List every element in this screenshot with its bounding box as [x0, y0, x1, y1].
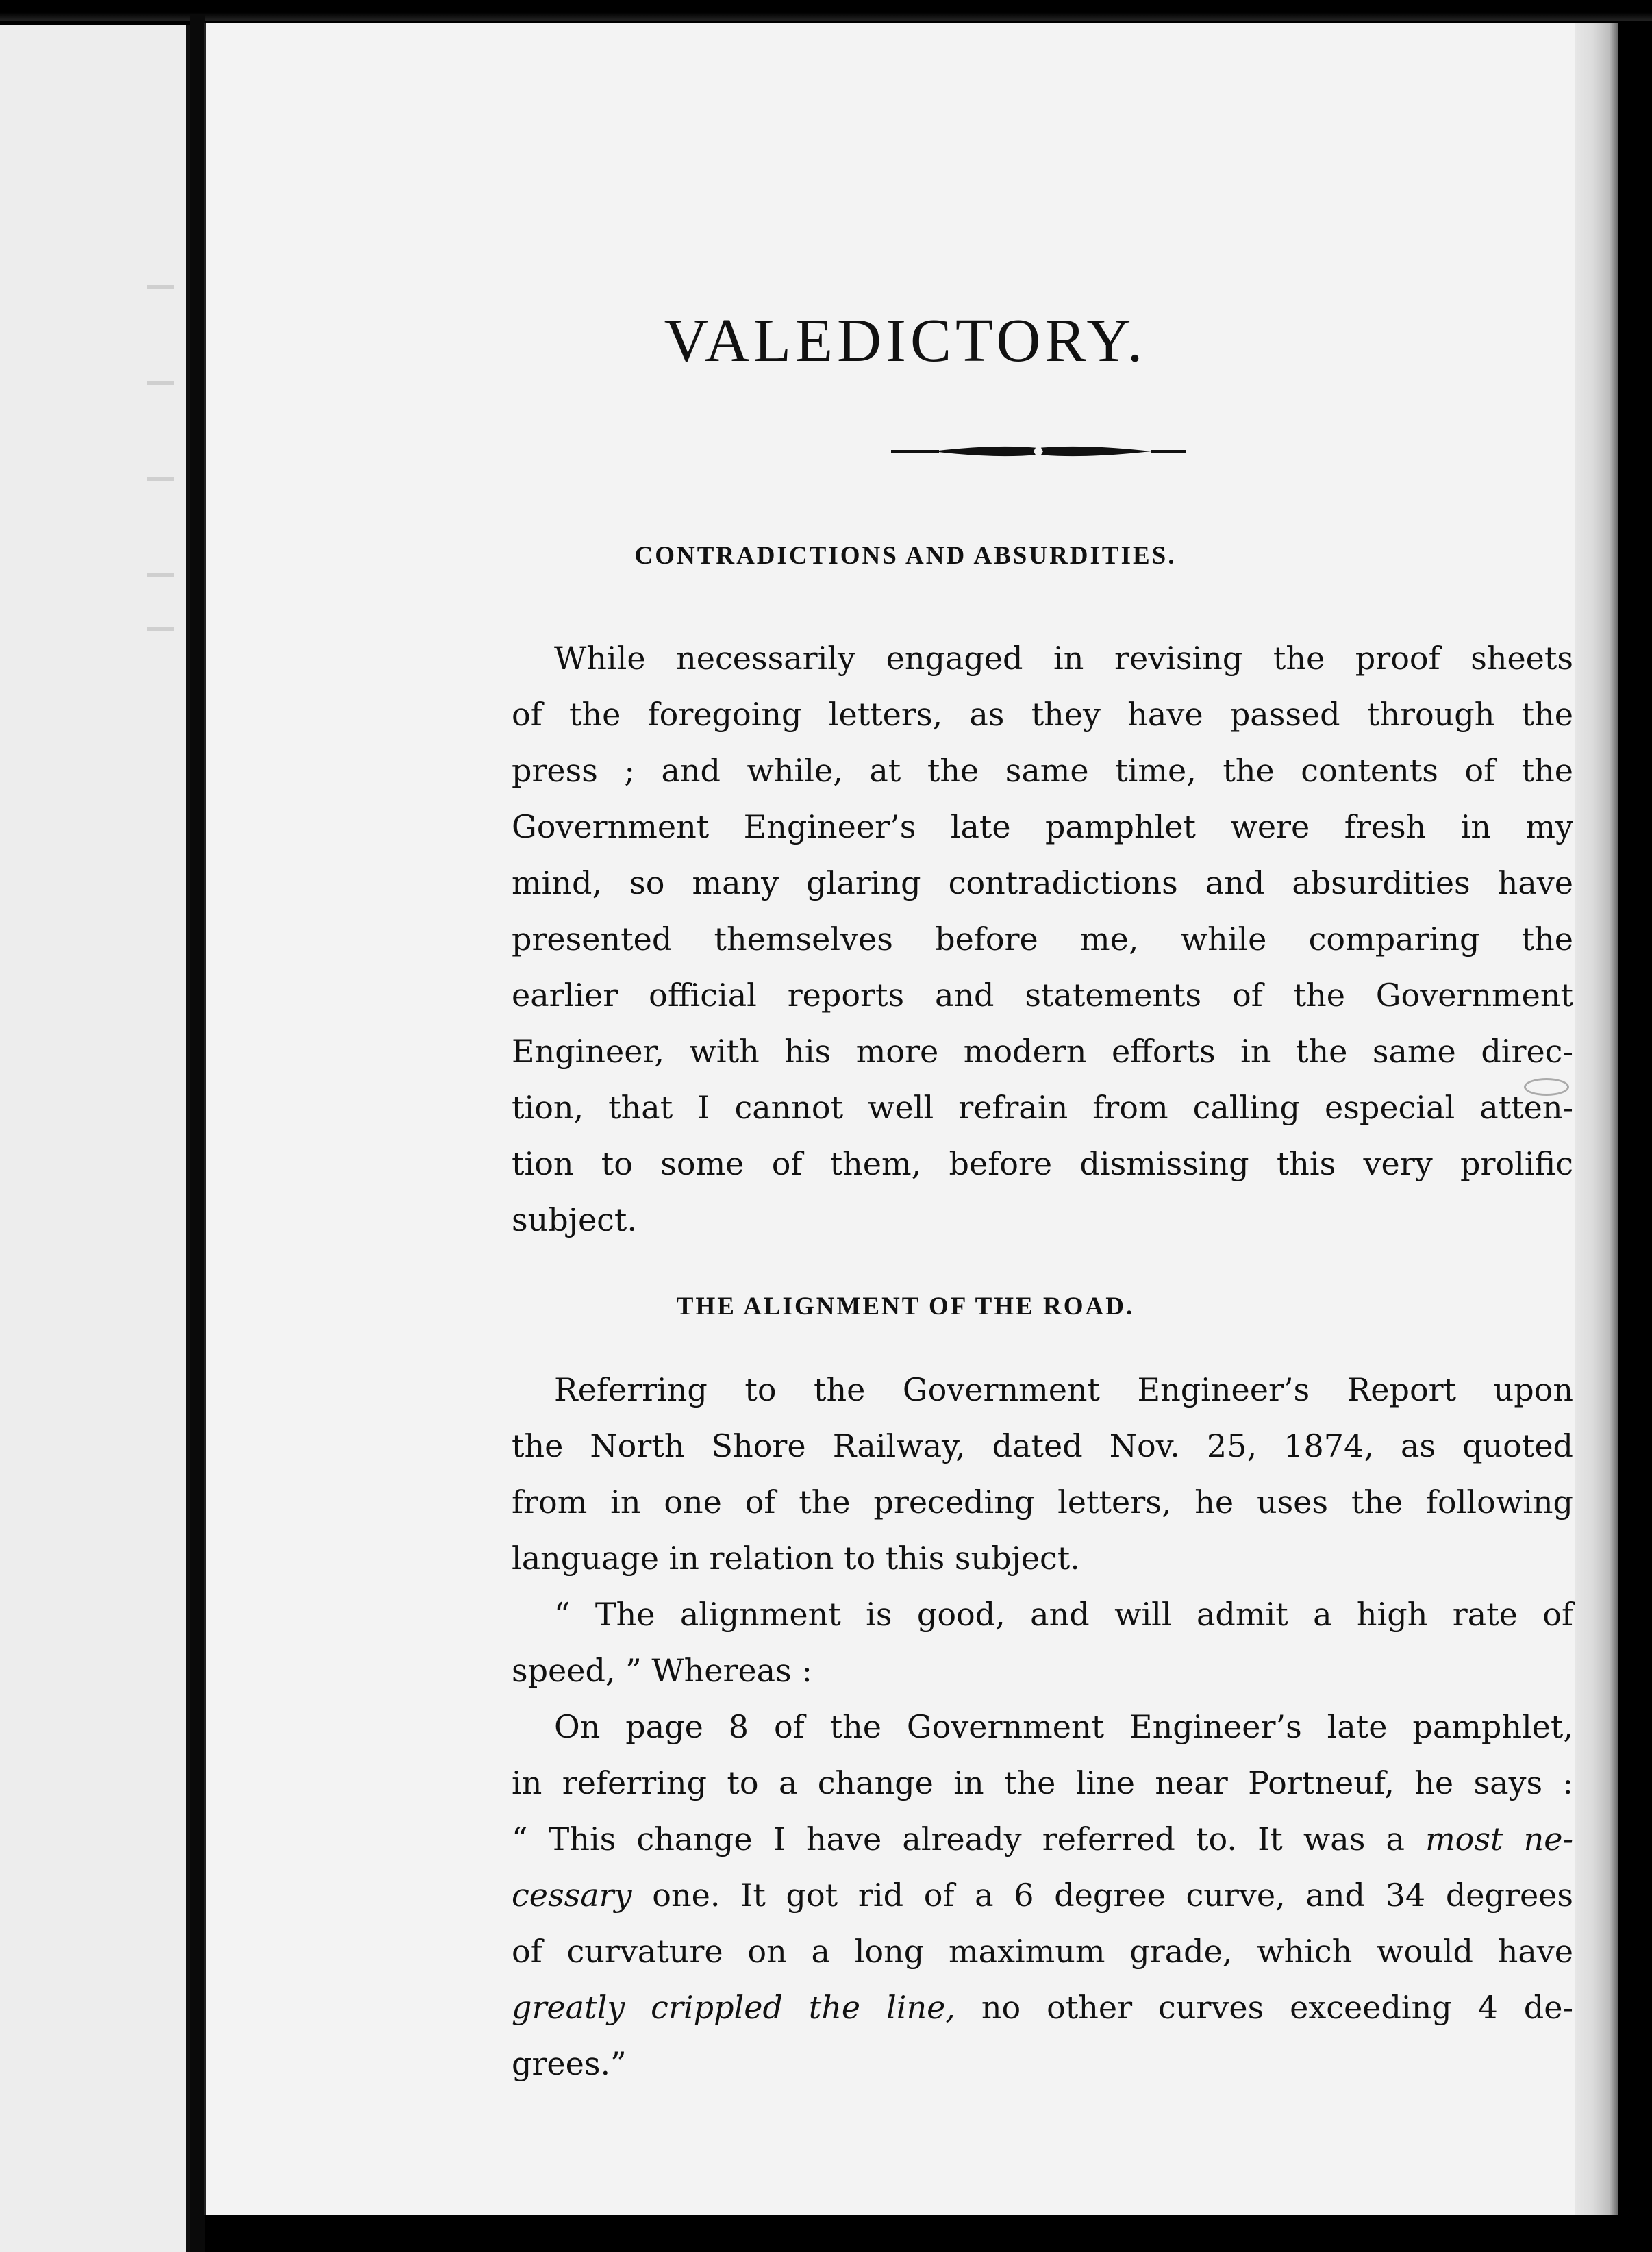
text-line: speed, ” Whereas :: [512, 1652, 812, 1689]
text-line: [512, 1877, 1573, 1914]
italic-emphasis: most ne-: [1425, 1821, 1574, 1857]
text-line: subject.: [512, 1201, 638, 1238]
page-title: VALEDICTORY.: [664, 307, 1147, 375]
bleed-mark: [147, 381, 174, 385]
page-fore-edge: [1575, 23, 1618, 2215]
title-ornament-divider: [891, 441, 1186, 462]
text-line: While necessarily engaged in revising the proof sheets: [554, 640, 1573, 677]
italic-emphasis: cessary: [512, 1877, 632, 1914]
text-line: [512, 1989, 1573, 2026]
text-line: of the foregoing letters, as they have passed through the: [512, 696, 1573, 733]
text-line: tion, that I cannot well refrain from calling especial atten-: [512, 1089, 1573, 1126]
text-line: press ; and while, at the same time, the contents of the: [512, 752, 1573, 789]
book-gutter: [190, 14, 205, 2252]
text-line: tion to some of them, before dismissing this very prolific: [512, 1145, 1573, 1182]
text-run: “ This change I have already referred to. It was a: [512, 1821, 1426, 1857]
text-line: grees.”: [512, 2045, 627, 2082]
text-line: in referring to a change in the line near Portneuf, he says :: [512, 1764, 1573, 1801]
text-line: Referring to the Government Engineer’s Report upon: [554, 1371, 1573, 1408]
facing-page-edge: [0, 25, 190, 2252]
scan-artifact-mark: [1524, 1078, 1569, 1096]
text-line: of curvature on a long maximum grade, which would have: [512, 1933, 1573, 1970]
scan-top-edge: [0, 0, 1652, 21]
section-heading-alignment: THE ALIGNMENT OF THE ROAD.: [676, 1292, 1135, 1321]
bleed-mark: [147, 477, 174, 481]
italic-emphasis: greatly crippled the line,: [512, 1989, 955, 2026]
text-run: no other curves exceeding 4 de-: [955, 1989, 1573, 2026]
text-line: language in relation to this subject.: [512, 1540, 1080, 1577]
scanned-page: [204, 23, 1605, 2215]
bleed-mark: [147, 573, 174, 577]
section-heading-contradictions: CONTRADICTIONS AND ABSURDITIES.: [634, 542, 1177, 570]
text-run: one. It got rid of a 6 degree curve, and 34 degrees: [631, 1877, 1573, 1914]
text-line: from in one of the preceding letters, he uses the following: [512, 1484, 1573, 1521]
text-line: the North Shore Railway, dated Nov. 25, 1874, as quoted: [512, 1427, 1573, 1464]
text-line: “ The alignment is good, and will admit a high rate of: [554, 1596, 1573, 1633]
text-line: Engineer, with his more modern efforts in the same direc-: [512, 1033, 1573, 1070]
text-line: Government Engineer’s late pamphlet were fresh in my: [512, 808, 1573, 845]
text-line: mind, so many glaring contradictions and absurdities have: [512, 864, 1573, 901]
bleed-mark: [147, 285, 174, 289]
text-line: presented themselves before me, while comparing the: [512, 921, 1573, 958]
bleed-mark: [147, 627, 174, 631]
text-line: On page 8 of the Government Engineer’s late pamphlet,: [554, 1708, 1573, 1745]
text-line: [512, 1821, 1573, 1857]
text-line: earlier official reports and statements of the Government: [512, 977, 1573, 1014]
